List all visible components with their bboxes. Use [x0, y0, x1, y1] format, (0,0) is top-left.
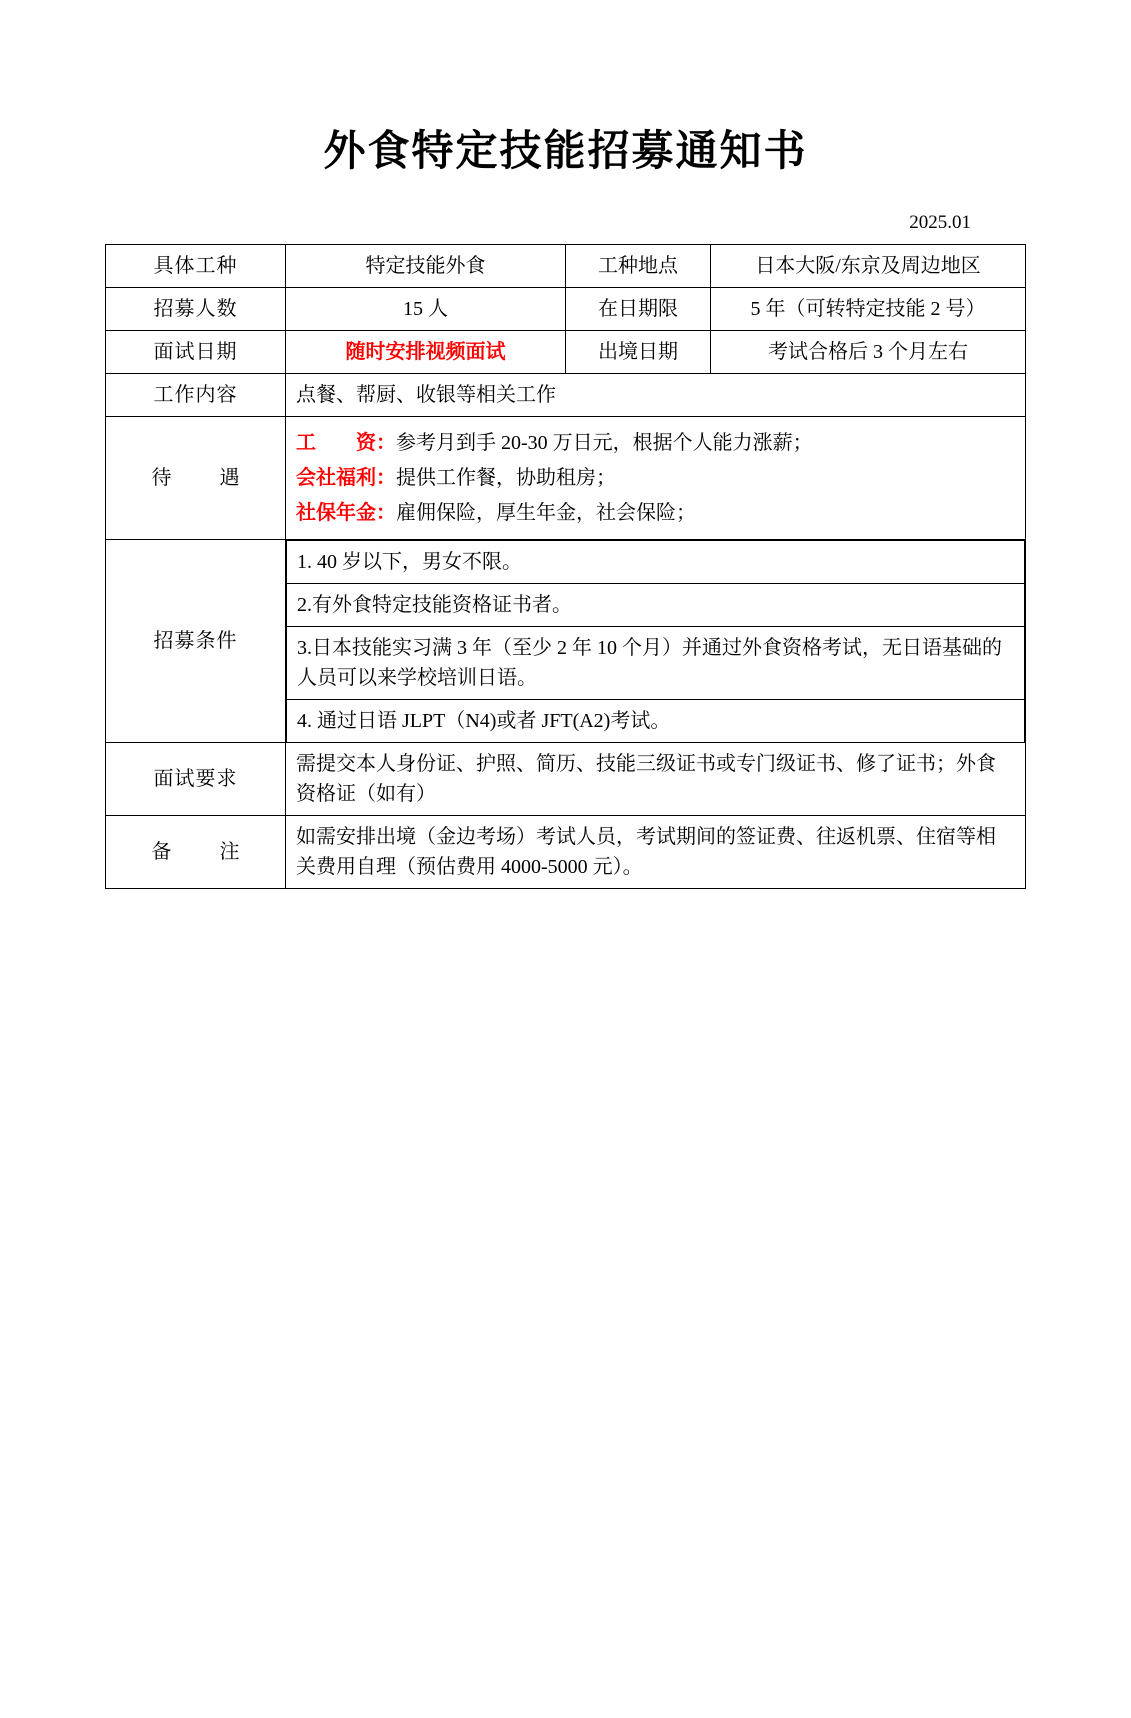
table-row: [106, 417, 1026, 540]
treatment-line: [296, 498, 1015, 528]
table-row: [106, 816, 1026, 889]
label-work-content: 工作内容: [106, 374, 286, 417]
condition-2: 2.有外食特定技能资格证书者。: [287, 584, 1025, 627]
list-item: [287, 541, 1025, 584]
table-row: [106, 288, 1026, 331]
label-conditions: 招募条件: [106, 540, 286, 743]
label-job-type: 具体工种: [106, 245, 286, 288]
treatment-text-insurance: 雇佣保险，厚生年金，社会保险；: [396, 502, 696, 524]
value-stay-period: 5 年（可转特定技能 2 号）: [711, 288, 1026, 331]
list-item: [287, 627, 1025, 700]
table-row: [106, 374, 1026, 417]
treatment-line: [296, 428, 1015, 458]
value-job-location: 日本大阪/东京及周边地区: [711, 245, 1026, 288]
label-headcount: 招募人数: [106, 288, 286, 331]
value-departure-date: 考试合格后 3 个月左右: [711, 331, 1026, 374]
table-row: [106, 540, 1026, 743]
condition-1: 1. 40 岁以下，男女不限。: [287, 541, 1025, 584]
table-row: [106, 245, 1026, 288]
label-interview-requirements: 面试要求: [106, 743, 286, 816]
label-interview-date: 面试日期: [106, 331, 286, 374]
condition-3: 3.日本技能实习满 3 年（至少 2 年 10 个月）并通过外食资格考试，无日语基础的人员可以来学校培训日语。: [287, 627, 1025, 700]
label-treatment: 待 遇: [106, 417, 286, 540]
conditions-list: [286, 540, 1025, 742]
page-title: 外食特定技能招募通知书: [323, 129, 808, 175]
table-row: [106, 331, 1026, 374]
document-date: 2025.01: [909, 212, 971, 233]
value-work-content: 点餐、帮厨、收银等相关工作: [286, 374, 1026, 417]
list-item: [287, 700, 1025, 743]
recruitment-table: [105, 244, 1026, 889]
value-interview-date: 随时安排视频面试: [286, 331, 566, 374]
label-notes: 备 注: [106, 816, 286, 889]
document-page: [0, 118, 1131, 1718]
label-departure-date: 出境日期: [566, 331, 711, 374]
label-stay-period: 在日期限: [566, 288, 711, 331]
treatment-line: [296, 463, 1015, 493]
treatment-text-benefits: 提供工作餐，协助租房；: [396, 467, 616, 489]
treatment-key-salary: 工 资：: [296, 432, 396, 454]
value-headcount: 15 人: [286, 288, 566, 331]
value-conditions: [286, 540, 1026, 743]
value-notes: 如需安排出境（金边考场）考试人员，考试期间的签证费、往返机票、住宿等相关费用自理（预估费用 4000-5000 元）。: [286, 816, 1026, 889]
value-job-type: 特定技能外食: [286, 245, 566, 288]
condition-4: 4. 通过日语 JLPT（N4)或者 JFT(A2)考试。: [287, 700, 1025, 743]
treatment-key-insurance: 社保年金：: [296, 502, 396, 524]
value-treatment: [286, 417, 1026, 540]
treatment-text-salary: 参考月到手 20-30 万日元，根据个人能力涨薪；: [396, 432, 813, 454]
treatment-key-benefits: 会社福利：: [296, 467, 396, 489]
label-job-location: 工种地点: [566, 245, 711, 288]
list-item: [287, 584, 1025, 627]
value-interview-requirements: 需提交本人身份证、护照、简历、技能三级证书或专门级证书、修了证书；外食资格证（如有）: [286, 743, 1026, 816]
table-row: [106, 743, 1026, 816]
